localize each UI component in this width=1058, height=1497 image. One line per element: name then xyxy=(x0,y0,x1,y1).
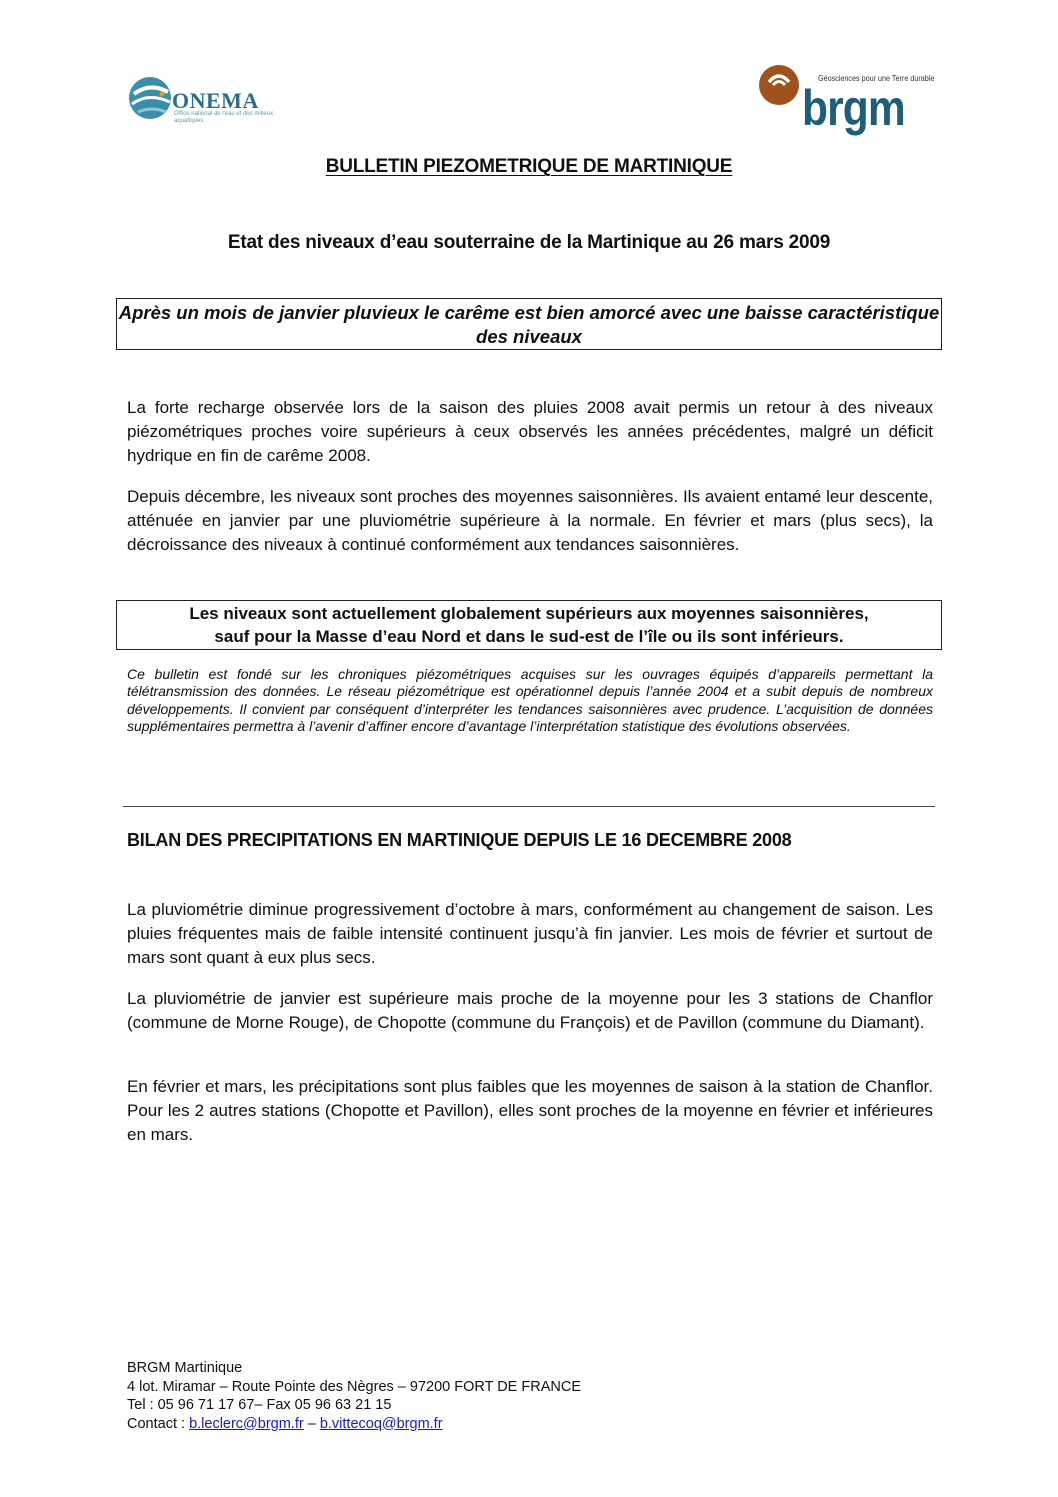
brgm-wordmark: brgm xyxy=(802,80,905,136)
brgm-circle-icon xyxy=(758,64,800,106)
highlight-box: Après un mois de janvier pluvieux le carême est bien amorcé avec une baisse caractéristique des niveaux xyxy=(116,298,942,350)
precip-paragraph-2: La pluviométrie de janvier est supérieure mais proche de la moyenne pour les 3 stations de Chanflor (commune de Morne Rouge), de Chopotte (commune du François) et de Pavillon (commune du Diamant). xyxy=(127,989,933,1032)
methodology-note: Ce bulletin est fondé sur les chroniques piézométriques acquises sur les ouvrages équipés d’appareils permettant la télétransmission des données. Le réseau piézométrique est opérationnel depuis l’année 2004 et a subit depuis de nombreux développements. Il convient par conséquent d’interpréter les tendances saisonnières avec prudence. L’acquisition de données supplémentaires permettra à l’avenir d’affiner encore d’avantage l’interprétation statistique des évolutions observées. xyxy=(127,666,933,734)
document-title: BULLETIN PIEZOMETRIQUE DE MARTINIQUE xyxy=(325,156,733,177)
intro-paragraph-2: Depuis décembre, les niveaux sont proches des moyennes saisonnières. Ils avaient entamé leur descente, atténuée en janvier par une pluviométrie supérieure à la normale. En février et mars (plus secs), la décroissance des niveaux à continué conformément aux tendances saisonnières. xyxy=(127,487,933,554)
footer-contact xyxy=(127,1415,581,1434)
precip-paragraph-3: En février et mars, les précipitations sont plus faibles que les moyennes de saison à la station de Chanflor. Pour les 2 autres stations (Chopotte et Pavillon), elles sont proches de la moyenne en février et inférieures en mars. xyxy=(127,1077,933,1144)
email-link-leclerc[interactable]: b.leclerc@brgm.fr xyxy=(189,1415,304,1432)
summary-box xyxy=(116,600,942,650)
onema-wordmark: ONEMA xyxy=(172,88,259,113)
brgm-logo xyxy=(758,64,938,136)
footer-address: 4 lot. Miramar – Route Pointe des Nègres – 97200 FORT DE FRANCE xyxy=(127,1378,581,1395)
brgm-tagline: Géosciences pour une Terre durable xyxy=(818,74,935,83)
section-divider xyxy=(123,806,935,807)
onema-wave-icon xyxy=(128,68,176,130)
footer-org: BRGM Martinique xyxy=(127,1360,243,1376)
email-link-vittecoq[interactable]: b.vittecoq@brgm.fr xyxy=(319,1415,443,1432)
document-subtitle: Etat des niveaux d’eau souterraine de la Martinique au 26 mars 2009 xyxy=(227,232,831,253)
section-title: BILAN DES PRECIPITATIONS EN MARTINIQUE DEPUIS LE 16 DECEMBRE 2008 xyxy=(127,830,792,850)
onema-subtitle: Office national de l'eau et des milieux aquatiques xyxy=(174,111,274,124)
summary-line-1: Les niveaux sont actuellement globalement supérieurs aux moyennes saisonnières, xyxy=(189,604,869,623)
email-separator: – xyxy=(303,1415,320,1432)
precip-paragraph-1: La pluviométrie diminue progressivement d’octobre à mars, conformément au changement de saison. Les pluies fréquentes mais de faible intensité continuent jusqu’à fin janvier. Les mois de février et surtout de mars sont quant à eux plus secs. xyxy=(127,900,933,967)
summary-line-2: sauf pour la Masse d’eau Nord et dans le sud-est de l’île ou ils sont inférieurs. xyxy=(214,627,844,646)
onema-logo xyxy=(128,66,276,132)
intro-paragraph-1: La forte recharge observée lors de la saison des pluies 2008 avait permis un retour à des niveaux piézométriques proches voire supérieurs à ceux observés les années précédentes, malgré un déficit hydrique en fin de carême 2008. xyxy=(127,398,933,465)
contact-label: Contact : xyxy=(127,1415,190,1432)
footer-phone: Tel : 05 96 71 17 67– Fax 05 96 63 21 15 xyxy=(127,1397,392,1413)
footer xyxy=(127,1359,581,1433)
